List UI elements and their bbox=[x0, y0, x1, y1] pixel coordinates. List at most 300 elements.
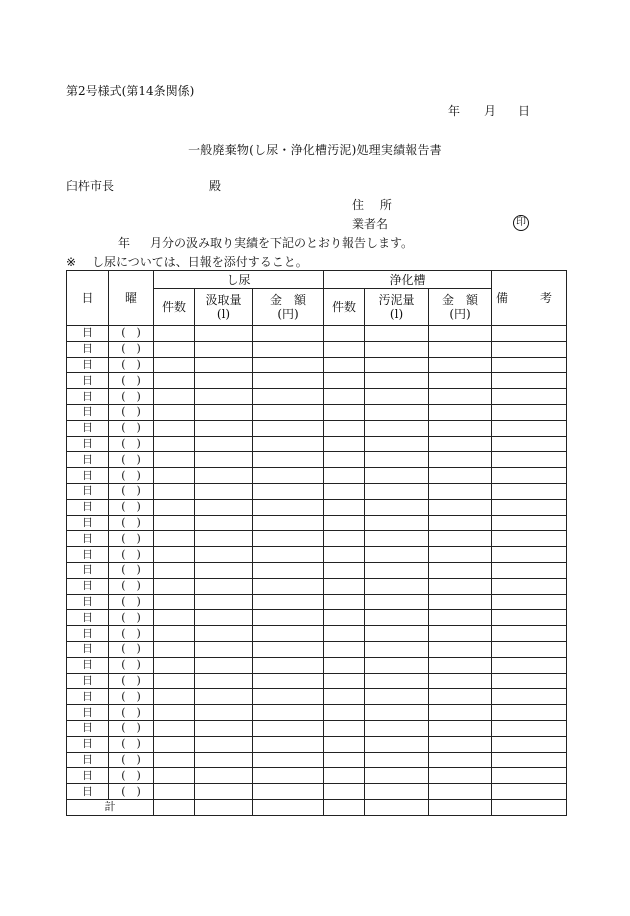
entry-cell[interactable] bbox=[253, 341, 324, 357]
row-day-label[interactable]: 日 bbox=[67, 326, 109, 342]
entry-cell[interactable] bbox=[365, 768, 429, 784]
entry-cell[interactable] bbox=[365, 357, 429, 373]
entry-cell[interactable] bbox=[195, 752, 253, 768]
row-weekday-label[interactable]: ( ) bbox=[109, 641, 154, 657]
row-weekday-label[interactable]: ( ) bbox=[109, 420, 154, 436]
entry-cell[interactable] bbox=[365, 752, 429, 768]
entry-cell[interactable] bbox=[365, 594, 429, 610]
entry-cell[interactable] bbox=[324, 326, 365, 342]
entry-cell[interactable] bbox=[324, 689, 365, 705]
entry-cell[interactable] bbox=[253, 499, 324, 515]
entry-cell[interactable] bbox=[154, 357, 195, 373]
row-day-label[interactable]: 日 bbox=[67, 404, 109, 420]
entry-cell[interactable] bbox=[492, 468, 567, 484]
entry-cell[interactable] bbox=[429, 720, 492, 736]
entry-cell[interactable] bbox=[365, 389, 429, 405]
entry-cell[interactable] bbox=[492, 436, 567, 452]
entry-cell[interactable] bbox=[365, 531, 429, 547]
entry-cell[interactable] bbox=[324, 768, 365, 784]
entry-cell[interactable] bbox=[253, 404, 324, 420]
honorific: 殿 bbox=[209, 179, 222, 193]
row-day-label[interactable]: 日 bbox=[67, 468, 109, 484]
entry-cell[interactable] bbox=[429, 784, 492, 800]
row-day-label[interactable]: 日 bbox=[67, 705, 109, 721]
entry-cell[interactable] bbox=[429, 389, 492, 405]
entry-cell[interactable] bbox=[324, 705, 365, 721]
entry-cell[interactable] bbox=[492, 720, 567, 736]
entry-cell[interactable] bbox=[365, 420, 429, 436]
entry-cell[interactable] bbox=[365, 673, 429, 689]
entry-cell[interactable] bbox=[195, 452, 253, 468]
entry-cell[interactable] bbox=[365, 436, 429, 452]
entry-cell[interactable] bbox=[154, 784, 195, 800]
entry-cell[interactable] bbox=[365, 547, 429, 563]
entry-cell[interactable] bbox=[195, 736, 253, 752]
entry-cell[interactable] bbox=[195, 326, 253, 342]
entry-cell[interactable] bbox=[429, 657, 492, 673]
total-cell[interactable] bbox=[429, 799, 492, 815]
table-row bbox=[67, 768, 567, 784]
entry-cell[interactable] bbox=[429, 768, 492, 784]
entry-cell[interactable] bbox=[429, 483, 492, 499]
entry-cell[interactable] bbox=[365, 499, 429, 515]
row-day-label[interactable]: 日 bbox=[67, 720, 109, 736]
row-weekday-label[interactable]: ( ) bbox=[109, 736, 154, 752]
entry-cell[interactable] bbox=[492, 373, 567, 389]
entry-cell[interactable] bbox=[429, 452, 492, 468]
entry-cell[interactable] bbox=[253, 357, 324, 373]
entry-cell[interactable] bbox=[492, 657, 567, 673]
entry-cell[interactable] bbox=[195, 404, 253, 420]
entry-cell[interactable] bbox=[195, 657, 253, 673]
entry-cell[interactable] bbox=[324, 673, 365, 689]
row-day-label[interactable]: 日 bbox=[67, 420, 109, 436]
row-weekday-label[interactable]: ( ) bbox=[109, 452, 154, 468]
entry-cell[interactable] bbox=[429, 499, 492, 515]
row-weekday-label[interactable]: ( ) bbox=[109, 468, 154, 484]
entry-cell[interactable] bbox=[154, 768, 195, 784]
entry-cell[interactable] bbox=[492, 404, 567, 420]
entry-cell[interactable] bbox=[324, 436, 365, 452]
total-cell[interactable] bbox=[154, 799, 195, 815]
row-weekday-label[interactable]: ( ) bbox=[109, 483, 154, 499]
row-day-label[interactable]: 日 bbox=[67, 452, 109, 468]
entry-cell[interactable] bbox=[154, 673, 195, 689]
entry-cell[interactable] bbox=[195, 468, 253, 484]
entry-cell[interactable] bbox=[195, 578, 253, 594]
table-row bbox=[67, 562, 567, 578]
row-weekday-label[interactable]: ( ) bbox=[109, 404, 154, 420]
entry-cell[interactable] bbox=[365, 515, 429, 531]
row-day-label[interactable]: 日 bbox=[67, 499, 109, 515]
total-cell[interactable] bbox=[324, 799, 365, 815]
entry-cell[interactable] bbox=[365, 610, 429, 626]
table-row bbox=[67, 720, 567, 736]
entry-cell[interactable] bbox=[154, 689, 195, 705]
entry-cell[interactable] bbox=[195, 420, 253, 436]
row-weekday-label[interactable]: ( ) bbox=[109, 578, 154, 594]
entry-cell[interactable] bbox=[253, 389, 324, 405]
entry-cell[interactable] bbox=[253, 468, 324, 484]
entry-cell[interactable] bbox=[154, 341, 195, 357]
entry-cell[interactable] bbox=[253, 452, 324, 468]
entry-cell[interactable] bbox=[324, 626, 365, 642]
table-row bbox=[67, 610, 567, 626]
entry-cell[interactable] bbox=[324, 404, 365, 420]
entry-cell[interactable] bbox=[429, 641, 492, 657]
entry-cell[interactable] bbox=[492, 420, 567, 436]
header-septic-amount bbox=[429, 289, 492, 326]
row-weekday-label[interactable]: ( ) bbox=[109, 673, 154, 689]
row-day-label[interactable]: 日 bbox=[67, 562, 109, 578]
entry-cell[interactable] bbox=[154, 610, 195, 626]
row-day-label[interactable]: 日 bbox=[67, 641, 109, 657]
entry-cell[interactable] bbox=[154, 499, 195, 515]
entry-cell[interactable] bbox=[195, 341, 253, 357]
table-row bbox=[67, 657, 567, 673]
entry-cell[interactable] bbox=[429, 562, 492, 578]
row-day-label[interactable]: 日 bbox=[67, 768, 109, 784]
entry-cell[interactable] bbox=[365, 452, 429, 468]
table-row bbox=[67, 547, 567, 563]
entry-cell[interactable] bbox=[253, 515, 324, 531]
row-weekday-label[interactable]: ( ) bbox=[109, 389, 154, 405]
entry-cell[interactable] bbox=[195, 641, 253, 657]
entry-cell[interactable] bbox=[154, 547, 195, 563]
entry-cell[interactable] bbox=[492, 736, 567, 752]
entry-cell[interactable] bbox=[154, 752, 195, 768]
entry-cell[interactable] bbox=[195, 531, 253, 547]
entry-cell[interactable] bbox=[324, 594, 365, 610]
entry-cell[interactable] bbox=[365, 562, 429, 578]
entry-cell[interactable] bbox=[492, 673, 567, 689]
entry-cell[interactable] bbox=[253, 610, 324, 626]
row-weekday-label[interactable]: ( ) bbox=[109, 705, 154, 721]
entry-cell[interactable] bbox=[492, 326, 567, 342]
total-cell[interactable] bbox=[195, 799, 253, 815]
entry-cell[interactable] bbox=[429, 689, 492, 705]
entry-cell[interactable] bbox=[195, 389, 253, 405]
entry-cell[interactable] bbox=[492, 341, 567, 357]
entry-cell[interactable] bbox=[429, 404, 492, 420]
entry-cell[interactable] bbox=[429, 594, 492, 610]
row-weekday-label[interactable]: ( ) bbox=[109, 562, 154, 578]
row-day-label[interactable]: 日 bbox=[67, 657, 109, 673]
header-sludge-label: 汚泥量 bbox=[378, 293, 415, 307]
date-day-label: 日 bbox=[518, 104, 531, 118]
entry-cell[interactable] bbox=[195, 499, 253, 515]
business-name-label: 業者名 bbox=[352, 217, 389, 231]
entry-cell[interactable] bbox=[324, 531, 365, 547]
row-weekday-label[interactable]: ( ) bbox=[109, 547, 154, 563]
table-row bbox=[67, 784, 567, 800]
entry-cell[interactable] bbox=[429, 373, 492, 389]
entry-cell[interactable] bbox=[365, 626, 429, 642]
entry-cell[interactable] bbox=[365, 404, 429, 420]
entry-cell[interactable] bbox=[195, 673, 253, 689]
entry-cell[interactable] bbox=[429, 547, 492, 563]
entry-cell[interactable] bbox=[253, 578, 324, 594]
entry-cell[interactable] bbox=[253, 594, 324, 610]
entry-cell[interactable] bbox=[195, 483, 253, 499]
entry-cell[interactable] bbox=[492, 610, 567, 626]
row-weekday-label[interactable]: ( ) bbox=[109, 341, 154, 357]
entry-cell[interactable] bbox=[253, 531, 324, 547]
entry-cell[interactable] bbox=[365, 705, 429, 721]
entry-cell[interactable] bbox=[429, 752, 492, 768]
entry-cell[interactable] bbox=[324, 578, 365, 594]
table-row bbox=[67, 689, 567, 705]
table-row bbox=[67, 578, 567, 594]
entry-cell[interactable] bbox=[365, 326, 429, 342]
row-weekday-label[interactable]: ( ) bbox=[109, 373, 154, 389]
row-day-label[interactable]: 日 bbox=[67, 752, 109, 768]
entry-cell[interactable] bbox=[154, 594, 195, 610]
total-cell[interactable] bbox=[492, 799, 567, 815]
entry-cell[interactable] bbox=[429, 705, 492, 721]
entry-cell[interactable] bbox=[429, 531, 492, 547]
entry-cell[interactable] bbox=[253, 373, 324, 389]
row-weekday-label[interactable]: ( ) bbox=[109, 784, 154, 800]
row-day-label[interactable]: 日 bbox=[67, 689, 109, 705]
entry-cell[interactable] bbox=[365, 784, 429, 800]
entry-cell[interactable] bbox=[429, 341, 492, 357]
row-day-label[interactable]: 日 bbox=[67, 373, 109, 389]
entry-cell[interactable] bbox=[253, 705, 324, 721]
entry-cell[interactable] bbox=[253, 720, 324, 736]
row-weekday-label[interactable]: ( ) bbox=[109, 436, 154, 452]
entry-cell[interactable] bbox=[324, 499, 365, 515]
entry-cell[interactable] bbox=[253, 752, 324, 768]
entry-cell[interactable] bbox=[492, 705, 567, 721]
entry-cell[interactable] bbox=[365, 641, 429, 657]
row-weekday-label[interactable]: ( ) bbox=[109, 531, 154, 547]
row-weekday-label[interactable]: ( ) bbox=[109, 657, 154, 673]
entry-cell[interactable] bbox=[492, 689, 567, 705]
entry-cell[interactable] bbox=[429, 673, 492, 689]
entry-cell[interactable] bbox=[324, 720, 365, 736]
entry-cell[interactable] bbox=[154, 515, 195, 531]
entry-cell[interactable] bbox=[324, 468, 365, 484]
entry-cell[interactable] bbox=[253, 483, 324, 499]
entry-cell[interactable] bbox=[195, 720, 253, 736]
row-day-label[interactable]: 日 bbox=[67, 594, 109, 610]
entry-cell[interactable] bbox=[324, 641, 365, 657]
entry-cell[interactable] bbox=[195, 626, 253, 642]
entry-cell[interactable] bbox=[492, 784, 567, 800]
row-day-label[interactable]: 日 bbox=[67, 547, 109, 563]
entry-cell[interactable] bbox=[492, 483, 567, 499]
entry-cell[interactable] bbox=[154, 705, 195, 721]
entry-cell[interactable] bbox=[429, 736, 492, 752]
row-day-label[interactable]: 日 bbox=[67, 578, 109, 594]
entry-cell[interactable] bbox=[492, 641, 567, 657]
entry-cell[interactable] bbox=[324, 610, 365, 626]
row-weekday-label[interactable]: ( ) bbox=[109, 515, 154, 531]
row-day-label[interactable]: 日 bbox=[67, 531, 109, 547]
entry-cell[interactable] bbox=[365, 483, 429, 499]
row-day-label[interactable]: 日 bbox=[67, 610, 109, 626]
entry-cell[interactable] bbox=[492, 452, 567, 468]
table-row bbox=[67, 499, 567, 515]
row-day-label[interactable]: 日 bbox=[67, 389, 109, 405]
row-day-label[interactable]: 日 bbox=[67, 626, 109, 642]
entry-cell[interactable] bbox=[154, 483, 195, 499]
entry-cell[interactable] bbox=[154, 326, 195, 342]
entry-cell[interactable] bbox=[154, 562, 195, 578]
row-weekday-label[interactable]: ( ) bbox=[109, 326, 154, 342]
row-weekday-label[interactable]: ( ) bbox=[109, 357, 154, 373]
entry-cell[interactable] bbox=[253, 436, 324, 452]
header-amount bbox=[253, 289, 324, 326]
row-day-label[interactable]: 日 bbox=[67, 436, 109, 452]
entry-cell[interactable] bbox=[253, 326, 324, 342]
row-day-label[interactable]: 日 bbox=[67, 784, 109, 800]
entry-cell[interactable] bbox=[492, 768, 567, 784]
entry-cell[interactable] bbox=[365, 373, 429, 389]
entry-cell[interactable] bbox=[195, 610, 253, 626]
entry-cell[interactable] bbox=[324, 515, 365, 531]
header-septic-amount-unit: (円) bbox=[449, 307, 471, 321]
entry-cell[interactable] bbox=[324, 562, 365, 578]
row-weekday-label[interactable]: ( ) bbox=[109, 610, 154, 626]
entry-cell[interactable] bbox=[195, 594, 253, 610]
table-row bbox=[67, 515, 567, 531]
entry-cell[interactable] bbox=[324, 736, 365, 752]
row-day-label[interactable]: 日 bbox=[67, 673, 109, 689]
entry-cell[interactable] bbox=[324, 373, 365, 389]
entry-cell[interactable] bbox=[324, 420, 365, 436]
entry-cell[interactable] bbox=[429, 515, 492, 531]
entry-cell[interactable] bbox=[365, 736, 429, 752]
row-day-label[interactable]: 日 bbox=[67, 515, 109, 531]
row-weekday-label[interactable]: ( ) bbox=[109, 626, 154, 642]
table-row bbox=[67, 594, 567, 610]
entry-cell[interactable] bbox=[429, 626, 492, 642]
header-amount-label: 金 額 bbox=[270, 293, 307, 307]
entry-cell[interactable] bbox=[324, 452, 365, 468]
entry-cell[interactable] bbox=[154, 736, 195, 752]
entry-cell[interactable] bbox=[492, 357, 567, 373]
entry-cell[interactable] bbox=[253, 420, 324, 436]
entry-cell[interactable] bbox=[154, 531, 195, 547]
entry-cell[interactable] bbox=[195, 515, 253, 531]
row-day-label[interactable]: 日 bbox=[67, 483, 109, 499]
entry-cell[interactable] bbox=[365, 657, 429, 673]
entry-cell[interactable] bbox=[492, 578, 567, 594]
header-group-septic: 浄化槽 bbox=[324, 271, 492, 289]
row-weekday-label[interactable]: ( ) bbox=[109, 752, 154, 768]
entry-cell[interactable] bbox=[195, 784, 253, 800]
entry-cell[interactable] bbox=[154, 404, 195, 420]
entry-cell[interactable] bbox=[365, 578, 429, 594]
row-day-label[interactable]: 日 bbox=[67, 341, 109, 357]
entry-cell[interactable] bbox=[253, 784, 324, 800]
entry-cell[interactable] bbox=[492, 752, 567, 768]
entry-cell[interactable] bbox=[154, 626, 195, 642]
entry-cell[interactable] bbox=[154, 578, 195, 594]
entry-cell[interactable] bbox=[253, 562, 324, 578]
entry-cell[interactable] bbox=[492, 562, 567, 578]
row-weekday-label[interactable]: ( ) bbox=[109, 499, 154, 515]
entry-cell[interactable] bbox=[253, 736, 324, 752]
entry-cell[interactable] bbox=[195, 768, 253, 784]
entry-cell[interactable] bbox=[365, 720, 429, 736]
row-weekday-label[interactable]: ( ) bbox=[109, 768, 154, 784]
entry-cell[interactable] bbox=[195, 705, 253, 721]
entry-cell[interactable] bbox=[253, 547, 324, 563]
entry-cell[interactable] bbox=[429, 578, 492, 594]
table-row bbox=[67, 326, 567, 342]
entry-cell[interactable] bbox=[429, 420, 492, 436]
entry-cell[interactable] bbox=[324, 389, 365, 405]
entry-cell[interactable] bbox=[195, 689, 253, 705]
entry-cell[interactable] bbox=[253, 768, 324, 784]
entry-cell[interactable] bbox=[154, 657, 195, 673]
entry-cell[interactable] bbox=[492, 626, 567, 642]
entry-cell[interactable] bbox=[324, 483, 365, 499]
row-day-label[interactable]: 日 bbox=[67, 357, 109, 373]
entry-cell[interactable] bbox=[429, 326, 492, 342]
entry-cell[interactable] bbox=[324, 784, 365, 800]
entry-cell[interactable] bbox=[365, 468, 429, 484]
entry-cell[interactable] bbox=[324, 657, 365, 673]
row-day-label[interactable]: 日 bbox=[67, 736, 109, 752]
entry-cell[interactable] bbox=[154, 420, 195, 436]
entry-cell[interactable] bbox=[492, 547, 567, 563]
entry-cell[interactable] bbox=[429, 357, 492, 373]
entry-cell[interactable] bbox=[324, 547, 365, 563]
total-cell[interactable] bbox=[365, 799, 429, 815]
entry-cell[interactable] bbox=[195, 373, 253, 389]
entry-cell[interactable] bbox=[365, 341, 429, 357]
row-weekday-label[interactable]: ( ) bbox=[109, 594, 154, 610]
entry-cell[interactable] bbox=[195, 547, 253, 563]
entry-cell[interactable] bbox=[253, 673, 324, 689]
entry-cell[interactable] bbox=[154, 468, 195, 484]
entry-cell[interactable] bbox=[492, 389, 567, 405]
entry-cell[interactable] bbox=[195, 562, 253, 578]
entry-cell[interactable] bbox=[253, 641, 324, 657]
entry-cell[interactable] bbox=[253, 689, 324, 705]
entry-cell[interactable] bbox=[195, 357, 253, 373]
total-cell[interactable] bbox=[253, 799, 324, 815]
entry-cell[interactable] bbox=[492, 515, 567, 531]
entry-cell[interactable] bbox=[429, 468, 492, 484]
entry-cell[interactable] bbox=[324, 357, 365, 373]
entry-cell[interactable] bbox=[253, 657, 324, 673]
entry-cell[interactable] bbox=[492, 594, 567, 610]
entry-cell[interactable] bbox=[492, 499, 567, 515]
table-row bbox=[67, 752, 567, 768]
entry-cell[interactable] bbox=[154, 373, 195, 389]
entry-cell[interactable] bbox=[324, 341, 365, 357]
entry-cell[interactable] bbox=[154, 720, 195, 736]
row-weekday-label[interactable]: ( ) bbox=[109, 689, 154, 705]
entry-cell[interactable] bbox=[154, 452, 195, 468]
entry-cell[interactable] bbox=[154, 436, 195, 452]
entry-cell[interactable] bbox=[253, 626, 324, 642]
entry-cell[interactable] bbox=[324, 752, 365, 768]
entry-cell[interactable] bbox=[195, 436, 253, 452]
entry-cell[interactable] bbox=[154, 389, 195, 405]
entry-cell[interactable] bbox=[365, 689, 429, 705]
entry-cell[interactable] bbox=[154, 641, 195, 657]
entry-cell[interactable] bbox=[429, 610, 492, 626]
row-weekday-label[interactable]: ( ) bbox=[109, 720, 154, 736]
entry-cell[interactable] bbox=[429, 436, 492, 452]
entry-cell[interactable] bbox=[492, 531, 567, 547]
